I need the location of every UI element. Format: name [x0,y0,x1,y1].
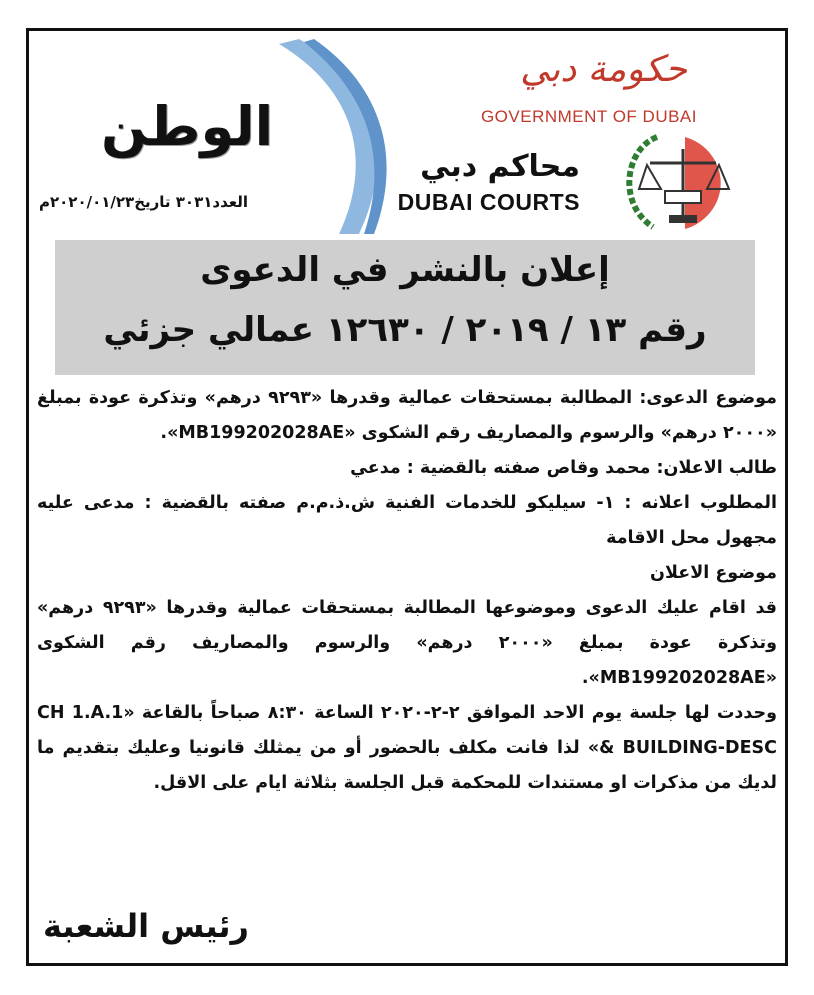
announcement-banner [55,240,755,375]
session-details: وحددت لها جلسة يوم الاحد الموافق ٢-٢-٢٠٢٠ الساعة ٨:٣٠ صباحاً بالقاعة «CH 1.A.1 & BUILDING-DESC» لذا فانت مكلف بالحضور أو من يمثلك قانونيا وعليك بتقديم ما لديك من مذكرات او مستندات للمحكمة قبل الجلسة بثلاثة ايام على الاقل. [37,703,777,793]
notice-subject-heading: موضوع الاعلان [650,563,777,583]
newspaper-swoosh-graphic [259,39,409,234]
announcement-frame [26,28,788,966]
dubai-courts-english: DUBAI COURTS [397,189,580,215]
notice-subject: قد اقام عليك الدعوى وموضوعها المطالبة بمستحقات عمالية وقدرها «٩٢٩٣ درهم» وتذكرة عودة بمبلغ «٢٠٠٠ درهم» والرسوم والمصاريف رقم الشكوى «MB199202028AE». [37,598,778,688]
notice-requester: طالب الاعلان: محمد وقاص صفته بالقضية : مدعي [350,458,777,478]
newspaper-name: الوطن [101,95,274,158]
notice-respondent: المطلوب اعلانه : ١- سيليكو للخدمات الفنية ش.ذ.م.م صفته بالقضية : مدعى عليه مجهول محل الاقامة [37,493,777,548]
government-of-dubai-logo-arabic: حكومة دبي [520,49,687,90]
banner-title: إعلان بالنشر في الدعوى [200,250,610,290]
case-subject: موضوع الدعوى: المطالبة بمستحقات عمالية وقدرها «٩٢٩٣ درهم» وتذكرة عودة بمبلغ «٢٠٠٠ درهم» والرسوم والمصاريف رقم الشكوى «MB199202028AE». [37,388,777,443]
signature-title: رئيس الشعبة [43,907,249,945]
case-number: رقم ١٣ / ٢٠١٩ / ١٢٦٣٠ عمالي جزئي [103,310,707,350]
dubai-courts-arabic: محاكم دبي [420,149,580,184]
dubai-courts-emblem-icon [595,129,765,231]
government-of-dubai-logo-english: GOVERNMENT OF DUBAI [480,107,697,126]
header [29,31,785,236]
announcement-body [37,381,777,801]
issue-info: العدد٣٠٣١ تاريخ٢٠٢٠/٠١/٢٣م [39,193,249,211]
